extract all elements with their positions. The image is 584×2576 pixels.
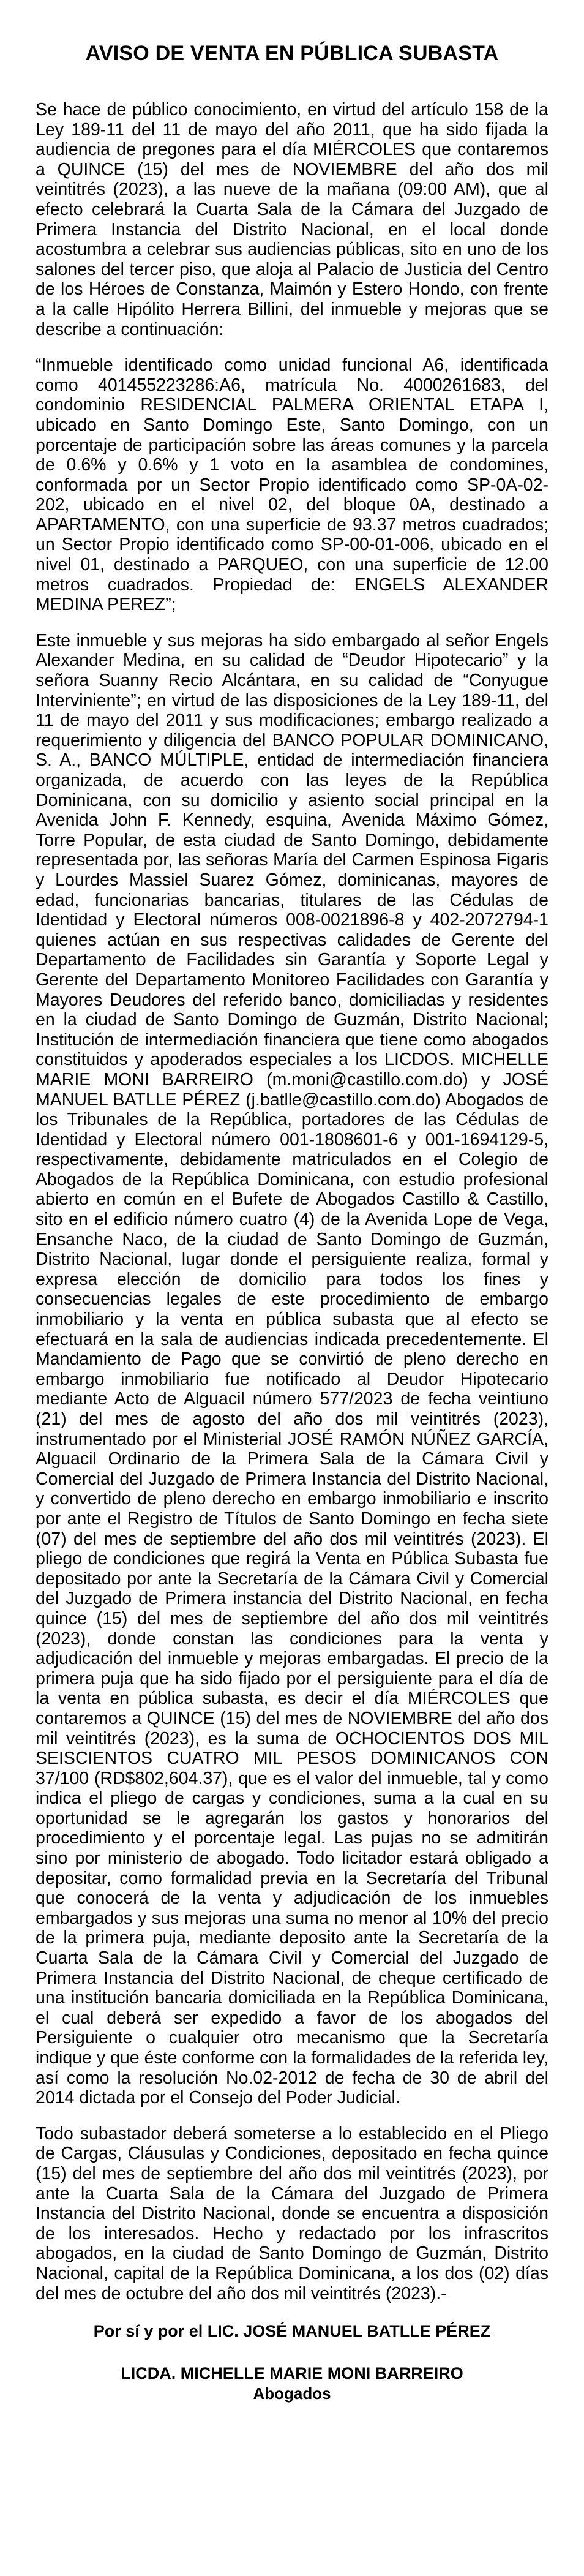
- notice-paragraph-intro: Se hace de público conocimiento, en virtud del artículo 158 de la Ley 189-11 del 11 de mayo del año 2011, que ha sido fijada la audiencia de pregones para el día MIÉRCOLES que contaremos a QUINCE (15) del mes de NOVIEMBRE del año dos mil veintitrés (2023), a las nueve de la mañana (09:00 AM), que al efecto celebrará la Cuarta Sala de la Cámara del Juzgado de Primera Instancia del Distrito Nacional, en el local donde acostumbra a celebrar sus audiencias públicas, sito en uno de los salones del tercer piso, que aloja al Palacio de Justicia del Centro de los Héroes de Constanza, Maimón y Estero Hondo, con frente a la calle Hipólito Herrera Billini, del inmueble y mejoras que se describe a continuación:: [36, 100, 548, 339]
- signature-line-2: LICDA. MICHELLE MARIE MONI BARREIRO: [121, 2364, 463, 2383]
- signature-line-1: Por sí y por el LIC. JOSÉ MANUEL BATLLE PÉREZ: [93, 2322, 491, 2341]
- notice-title: AVISO DE VENTA EN PÚBLICA SUBASTA: [85, 42, 499, 65]
- notice-paragraph-embargo: Este inmueble y sus mejoras ha sido embargado al señor Engels Alexander Medina, en su calidad de “Deudor Hipotecario” y la señora Suanny Recio Alcántara, en su calidad de “Conyugue Interviniente”; en virtud de las disposiciones de la Ley 189-11, del 11 de mayo del 2011 y sus modificaciones; embargo realizado a requerimiento y diligencia del BANCO POPULAR DOMINICANO, S. A., BANCO MÚLTIPLE, entidad de intermediación financiera organizada, de acuerdo con las leyes de la República Dominicana, con su domicilio y asiento social principal en la Avenida John F. Kennedy, esquina, Avenida Máximo Gómez, Torre Popular, de esta ciudad de Santo Domingo, debidamente representada por, las señoras María del Carmen Espinosa Figaris y Lourdes Massiel Suarez Gómez, dominicanas, mayores de edad, funcionarias bancarias, titulares de las Cédulas de Identidad y Electoral números 008-0021896-8 y 402-2072794-1 quienes actúan en sus respectivas calidades de Gerente del Departamento de Facilidades sin Garantía y Soporte Legal y Gerente del Departamento Monitoreo Facilidades con Garantía y Mayores Deudores del referido banco, domiciliadas y residentes en la ciudad de Santo Domingo de Guzmán, Distrito Nacional; Institución de intermediación financiera que tiene como abogados constituidos y apoderados especiales a los LICDOS. MICHELLE MARIE MONI BARREIRO (m.moni@castillo.com.do) y JOSÉ MANUEL BATLLE PÉREZ (j.batlle@castillo.com.do) Abogados de los Tribunales de la República, portadores de las Cédulas de Identidad y Electoral número 001-1808601-6 y 001-1694129-5, respectivamente, debidamente matriculados en el Colegio de Abogados de la República Dominicana, con estudio profesional abierto en común en el Bufete de Abogados Castillo & Castillo, sito en el edificio número cuatro (4) de la Avenida Lope de Vega, Ensanche Naco, de la ciudad de Santo Domingo de Guzmán, Distrito Nacional, lugar donde el persiguiente realiza, formal y expresa elección de domicilio para todos los fines y consecuencias legales de este procedimiento de embargo inmobiliario y la venta en pública subasta que al efecto se efectuará en la sala de audiencias indicada precedentemente. El Mandamiento de Pago que se convirtió de pleno derecho en embargo inmobiliario fue notificado al Deudor Hipotecario mediante Acto de Alguacil número 577/2023 de fecha veintiuno (21) del mes de agosto del año dos mil veintitrés (2023), instrumentado por el Ministerial JOSÉ RAMÓN NÚÑEZ GARCÍA, Alguacil Ordinario de la Primera Sala de la Cámara Civil y Comercial del Juzgado de Primera Instancia del Distrito Nacional, y convertido de pleno derecho en embargo inmobiliario e inscrito por ante el Registro de Títulos de Santo Domingo en fecha siete (07) del mes de septiembre del año dos mil veintitrés (2023). El pliego de condiciones que regirá la Venta en Pública Subasta fue depositado por ante la Secretaría de la Cámara Civil y Comercial del Juzgado de Primera instancia del Distrito Nacional, en fecha quince (15) del mes de septiembre del año dos mil veintitrés (2023), donde constan las condiciones para la venta y adjudicación del inmueble y mejoras embargadas. El precio de la primera puja que ha sido fijado por el persiguiente para el día de la venta en pública subasta, es decir el día MIÉRCOLES que contaremos a QUINCE (15) del mes de NOVIEMBRE del año dos mil veintitrés (2023), es la suma de OCHOCIENTOS DOS MIL SEISCIENTOS CUATRO MIL PESOS DOMINICANOS CON 37/100 (RD$802,604.37), que es el valor del inmueble, tal y como indica el pliego de cargas y condiciones, suma a la cual en su oportunidad se le agregarán los gastos y honorarios del procedimiento y el porcentaje legal. Las pujas no se admitirán sino por ministerio de abogado. Todo licitador estará obligado a depositar, como formalidad previa en la Secretaría del Tribunal que conocerá de la venta y adjudicación de los inmuebles embargados y sus mejoras una suma no menor al 10% del precio de la primera puja, mediante deposito ante la Secretaría de la Cuarta Sala de la Cámara Civil y Comercial del Juzgado de Primera Instancia del Distrito Nacional, de cheque certificado de una institución bancaria domiciliada en la República Dominicana, el cual deberá ser expedido a favor de los abogados del Persiguiente o cualquier otro mecanismo que la Secretaría indique y que éste conforme con la formalidades de la referida ley, así como la resolución No.02-2012 de fecha de 30 de abril del 2014 dictada por el Consejo del Poder Judicial.: [36, 630, 548, 2108]
- signature-block: [36, 2322, 548, 2403]
- notice-paragraph-closing: Todo subastador deberá someterse a lo establecido en el Pliego de Cargas, Cláusulas y Condiciones, depositado en fecha quince (15) del mes de septiembre del año dos mil veintitrés (2023), por ante la Cuarta Sala de la Cámara del Juzgado de Primera Instancia del Distrito Nacional, donde se encuentra a disposición de los interesados. Hecho y redactado por los infrascritos abogados, en la ciudad de Santo Domingo de Guzmán, Distrito Nacional, capital de la República Dominicana, a los dos (02) días del mes de octubre del año dos mil veintitrés (2023).-: [36, 2123, 548, 2303]
- signature-role: Abogados: [253, 2384, 331, 2403]
- notice-paragraph-property: “Inmueble identificado como unidad funcional A6, identificada como 401455223286:A6, matrícula No. 4000261683, del condominio RESIDENCIAL PALMERA ORIENTAL ETAPA I, ubicado en Santo Domingo Este, Santo Domingo, con un porcentaje de participación sobre las áreas comunes y la parcela de 0.6% y 0.6% y 1 voto en la asamblea de condomines, conformada por un Sector Propio identificado como SP-0A-02-202, ubicado en el nivel 02, del bloque 0A, destinado a APARTAMENTO, con una superficie de 93.37 metros cuadrados; un Sector Propio identificado como SP-00-01-006, ubicado en el nivel 01, destinado a PARQUEO, con una superficie de 12.00 metros cuadrados. Propiedad de: ENGELS ALEXANDER MEDINA PEREZ”;: [36, 355, 548, 615]
